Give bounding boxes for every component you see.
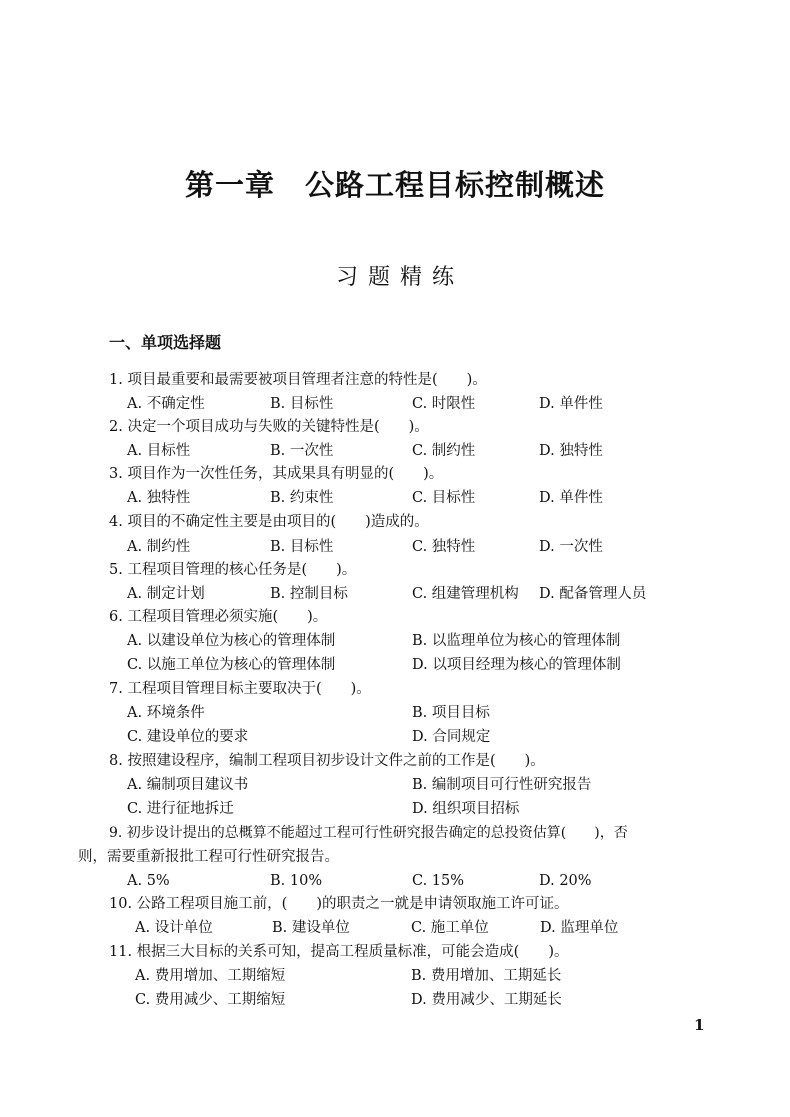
question-stem: 1. 项目最重要和最需要被项目管理者注意的特性是( )。 [109, 372, 487, 388]
option-d: D. 合同规定 [412, 729, 491, 745]
question-stem: 9. 初步设计提出的总概算不能超过工程可行性研究报告确定的总投资估算( )，否 [109, 825, 628, 841]
option-a: A. 以建设单位为核心的管理体制 [127, 633, 336, 649]
option-d: D. 组织项目招标 [412, 801, 520, 817]
option-b: B. 控制目标 [270, 586, 348, 602]
chapter-title: 第一章 公路工程目标控制概述 [184, 168, 605, 202]
option-a: A. 环境条件 [127, 705, 205, 721]
option-b: B. 目标性 [270, 396, 334, 412]
option-d: D. 一次性 [539, 539, 603, 555]
option-c: C. 以施工单位为核心的管理体制 [127, 657, 336, 673]
option-d: D. 配备管理人员 [539, 586, 647, 602]
option-a: A. 编制项目建议书 [127, 777, 249, 793]
option-a: A. 目标性 [127, 443, 191, 459]
option-d: D. 以项目经理为核心的管理体制 [412, 657, 621, 673]
option-b: B. 约束性 [270, 490, 334, 506]
option-d: D. 单件性 [539, 396, 603, 412]
option-c: C. 15% [412, 873, 465, 889]
option-d: D. 单件性 [539, 490, 603, 506]
option-c: C. 组建管理机构 [412, 586, 519, 602]
option-c: C. 制约性 [412, 443, 476, 459]
page-number: 1 [694, 1016, 705, 1034]
option-b: B. 以监理单位为核心的管理体制 [412, 633, 621, 649]
question-stem: 10. 公路工程项目施工前，( )的职责之一就是申请领取施工许可证。 [109, 896, 569, 912]
option-a: A. 设计单位 [135, 920, 213, 936]
option-b: B. 建设单位 [272, 920, 350, 936]
question-stem-continued: 则，需要重新报批工程可行性研究报告。 [78, 849, 339, 865]
option-b: B. 目标性 [270, 539, 334, 555]
question-stem: 3. 项目作为一次性任务，其成果具有明显的( )。 [109, 466, 444, 482]
question-stem: 6. 工程项目管理必须实施( )。 [109, 609, 328, 625]
question-stem: 11. 根据三大目标的关系可知，提高工程质量标准，可能会造成( )。 [109, 944, 569, 960]
option-c: C. 独特性 [412, 539, 476, 555]
option-c: C. 施工单位 [411, 920, 489, 936]
option-c: C. 时限性 [412, 396, 476, 412]
option-d: D. 监理单位 [540, 920, 619, 936]
option-a: A. 制定计划 [127, 586, 205, 602]
option-c: C. 费用减少、工期缩短 [135, 992, 286, 1008]
question-stem: 8. 按照建设程序，编制工程项目初步设计文件之前的工作是( )。 [109, 753, 545, 769]
option-b: B. 项目目标 [412, 705, 490, 721]
section-subtitle: 习题精练 [335, 265, 464, 290]
option-b: B. 费用增加、工期延长 [411, 968, 562, 984]
option-a: A. 独特性 [127, 490, 191, 506]
option-b: B. 编制项目可行性研究报告 [412, 777, 592, 793]
option-b: B. 10% [270, 873, 323, 889]
option-b: B. 一次性 [270, 443, 334, 459]
option-a: A. 制约性 [127, 539, 191, 555]
question-stem: 5. 工程项目管理的核心任务是( )。 [109, 562, 357, 578]
option-c: C. 建设单位的要求 [127, 729, 249, 745]
option-d: D. 费用减少、工期延长 [411, 992, 562, 1008]
section-heading: 一、单项选择题 [109, 333, 222, 352]
question-stem: 4. 项目的不确定性主要是由项目的( )造成的。 [109, 514, 429, 530]
option-c: C. 目标性 [412, 490, 476, 506]
option-a: A. 费用增加、工期缩短 [135, 968, 286, 984]
option-d: D. 独特性 [539, 443, 603, 459]
option-c: C. 进行征地拆迁 [127, 801, 234, 817]
option-a: A. 5% [127, 873, 170, 889]
option-d: D. 20% [539, 873, 592, 889]
question-stem: 7. 工程项目管理目标主要取决于( )。 [109, 681, 371, 697]
question-stem: 2. 决定一个项目成功与失败的关键特性是( )。 [109, 419, 429, 435]
option-a: A. 不确定性 [127, 396, 205, 412]
